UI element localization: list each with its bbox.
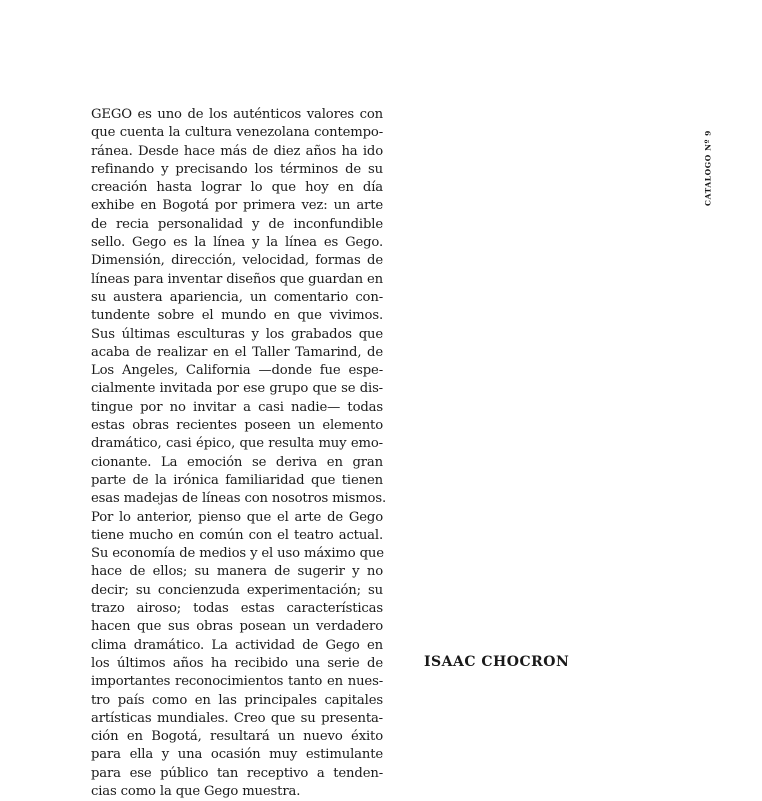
author-name: ISAAC CHOCRON xyxy=(424,654,570,670)
text-line: Dimensión, dirección, velocidad, formas de xyxy=(91,253,383,269)
essay-text xyxy=(91,106,387,801)
text-line: Los Angeles, California —donde fue espe- xyxy=(91,363,383,379)
text-line: tro país como en las principales capitales xyxy=(91,692,383,708)
text-line: importantes reconocimientos tanto en nues- xyxy=(91,674,383,690)
text-line: trazo airoso; todas estas características xyxy=(91,601,383,617)
text-line: ránea. Desde hace más de diez años ha ido xyxy=(91,143,383,159)
text-line: cias como la que Gego muestra. xyxy=(91,783,301,799)
text-line: creación hasta lograr lo que hoy en día xyxy=(91,180,383,196)
text-line: exhibe en Bogotá por primera vez: un arte xyxy=(91,198,383,214)
text-line: su austera apariencia, un comentario con- xyxy=(91,289,383,305)
text-line: Sus últimas esculturas y los grabados que xyxy=(91,326,383,342)
text-line: clima dramático. La actividad de Gego en xyxy=(91,637,383,653)
text-line: GEGO es uno de los auténticos valores con xyxy=(91,107,383,122)
text-line: cialmente invitada por ese grupo que se dis- xyxy=(91,381,383,397)
text-line: esas madejas de líneas con nosotros mismos. xyxy=(91,491,387,507)
text-line: tiene mucho en común con el teatro actual. xyxy=(91,527,383,543)
text-line: ción en Bogotá, resultará un nuevo éxito xyxy=(91,729,383,745)
text-line: acaba de realizar en el Taller Tamarind, de xyxy=(91,344,383,360)
text-line: cionante. La emoción se deriva en gran xyxy=(91,454,383,470)
text-line: artísticas mundiales. Creo que su presenta- xyxy=(91,710,383,726)
catalog-label-text: CATALOGO Nº 9 xyxy=(703,130,713,206)
text-line: dramático, casi épico, que resulta muy emo- xyxy=(91,436,383,452)
catalog-label xyxy=(700,118,716,218)
text-line: tundente sobre el mundo en que vivimos. xyxy=(91,308,383,324)
text-line: Su economía de medios y el uso máximo que xyxy=(91,546,384,562)
text-line: estas obras recientes poseen un elemento xyxy=(91,418,383,434)
text-line: de recia personalidad y de inconfundible xyxy=(91,216,383,232)
text-line: refinando y precisando los términos de su xyxy=(91,161,383,177)
text-line: que cuenta la cultura venezolana contempo- xyxy=(91,125,383,141)
text-line: decir; su concienzuda experimentación; su xyxy=(91,582,383,598)
text-line: sello. Gego es la línea y la línea es Gego. xyxy=(91,235,383,251)
text-line: hacen que sus obras posean un verdadero xyxy=(91,619,383,635)
text-line: hace de ellos; su manera de sugerir y no xyxy=(91,564,383,580)
text-line: para ese público tan receptivo a tenden- xyxy=(91,765,383,781)
text-line: parte de la irónica familiaridad que tienen xyxy=(91,472,383,488)
text-line: tingue por no invitar a casi nadie— todas xyxy=(91,399,383,415)
text-line: Por lo anterior, pienso que el arte de Gego xyxy=(91,509,383,525)
text-line: para ella y una ocasión muy estimulante xyxy=(91,747,383,763)
text-line: los últimos años ha recibido una serie de xyxy=(91,655,383,671)
text-line: líneas para inventar diseños que guardan en xyxy=(91,271,383,287)
